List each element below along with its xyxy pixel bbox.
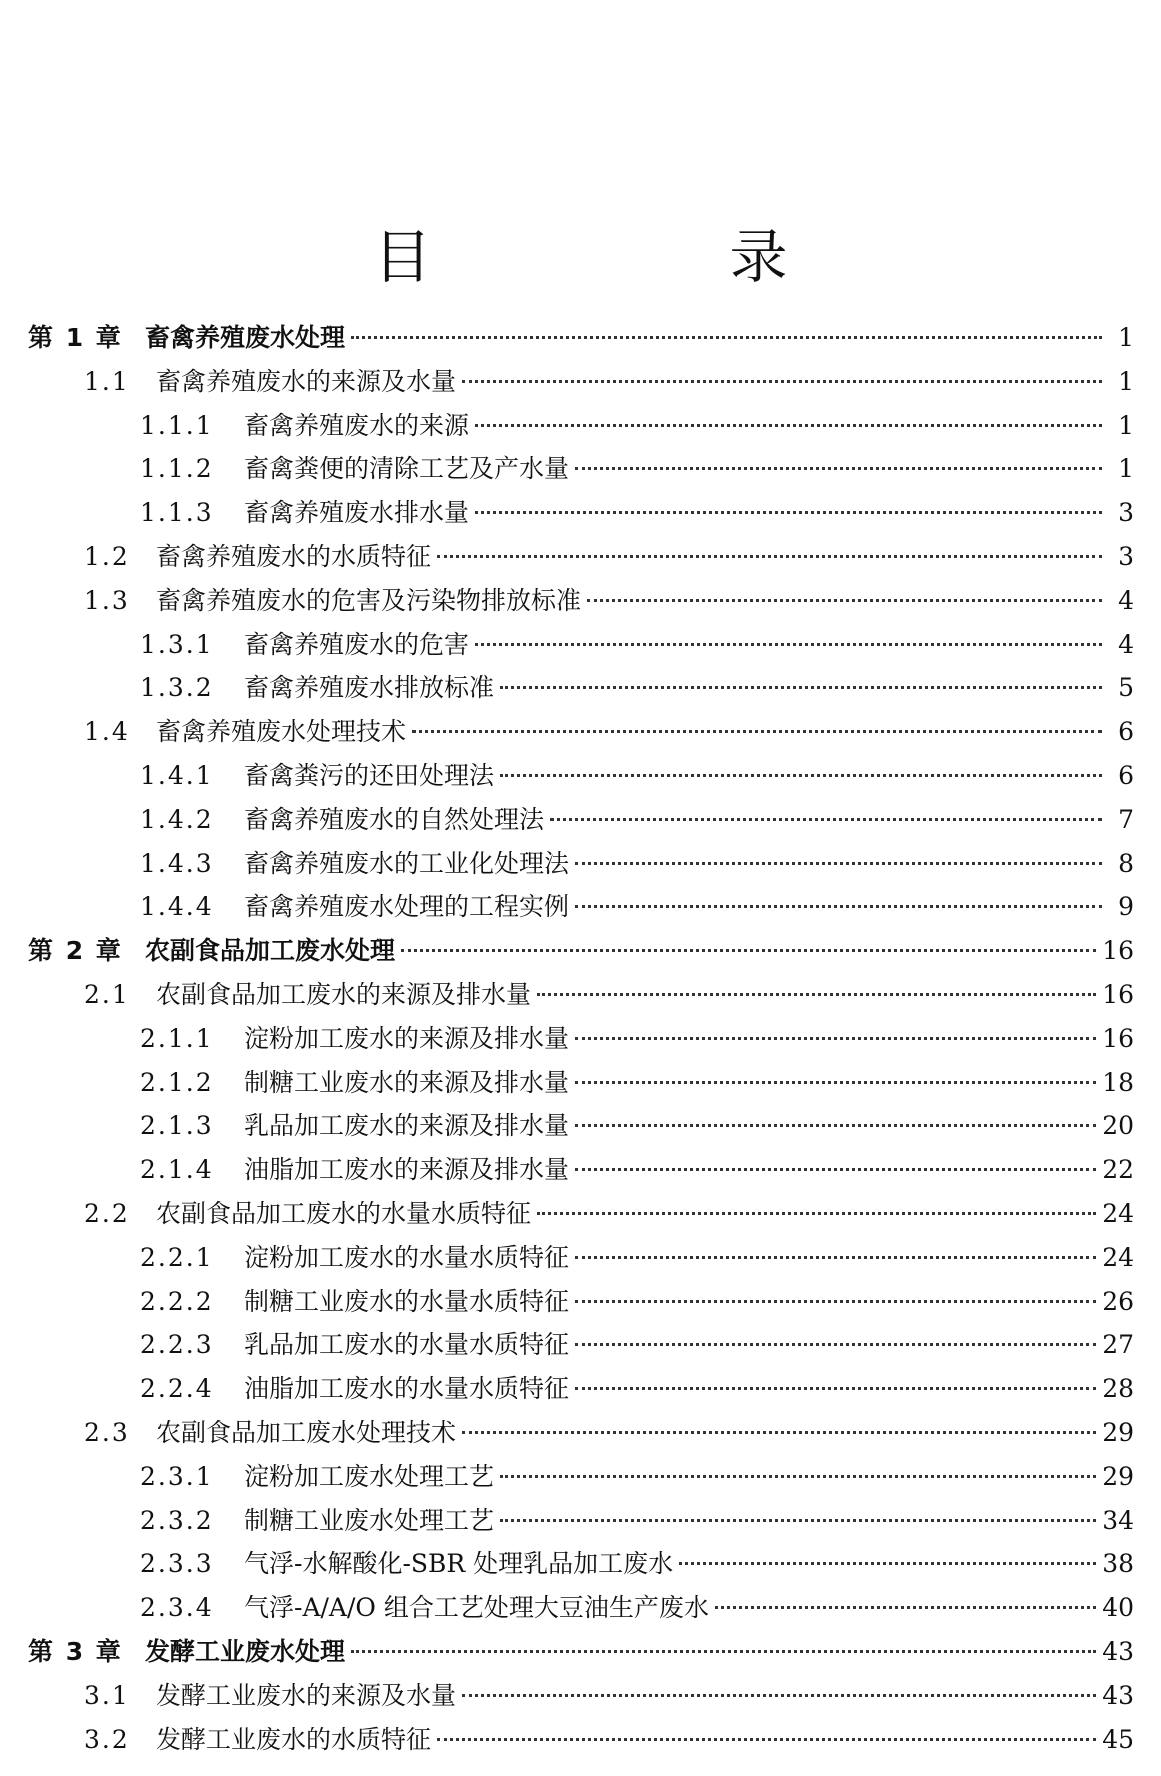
entry-number: 第 2 章: [28, 936, 123, 966]
entry-page-number: 3: [1118, 541, 1134, 571]
entry-number: 1.1.1: [140, 410, 214, 440]
dot-leader: [575, 1300, 1096, 1303]
entry-title: 农副食品加工废水处理技术: [156, 1417, 457, 1447]
toc-section-row[interactable]: [28, 973, 1134, 1017]
entry-title: 畜禽养殖废水的工业化处理法: [244, 848, 570, 878]
entry-number: 2.1.1: [140, 1023, 214, 1053]
entry-number: 2.3.4: [140, 1593, 214, 1623]
toc-subsection-row[interactable]: [28, 885, 1134, 929]
entry-title: 畜禽养殖废水排水量: [244, 498, 470, 528]
entry-page-number: 1: [1118, 410, 1134, 440]
entry-page-number: 16: [1102, 1023, 1134, 1053]
entry-number: 2.1: [84, 979, 130, 1009]
dot-leader: [500, 1519, 1096, 1522]
entry-title: 畜禽养殖废水的来源及水量: [156, 366, 457, 396]
entry-page-number: 22: [1102, 1155, 1134, 1185]
entry-page-number: 3: [1118, 498, 1134, 528]
entry-title: 农副食品加工废水处理: [145, 936, 396, 966]
entry-title: 畜禽养殖废水的危害: [244, 629, 470, 659]
dot-leader: [437, 1738, 1096, 1741]
entry-title: 畜禽养殖废水的水质特征: [156, 541, 432, 571]
entry-page-number: 29: [1102, 1417, 1134, 1447]
entry-number: 2.2.1: [140, 1242, 214, 1272]
entry-page-number: 5: [1118, 673, 1134, 703]
toc-section-row[interactable]: [28, 1411, 1134, 1455]
toc-chapter-row[interactable]: [28, 1630, 1134, 1674]
entry-title: 畜禽粪便的清除工艺及产水量: [244, 454, 570, 484]
entry-title: 淀粉加工废水处理工艺: [244, 1461, 495, 1491]
dot-leader: [351, 336, 1102, 339]
toc-subsection-row[interactable]: [28, 623, 1134, 667]
entry-page-number: 20: [1102, 1111, 1134, 1141]
entry-number: 1.4.4: [140, 892, 214, 922]
entry-number: 1.1.3: [140, 498, 214, 528]
dot-leader: [475, 643, 1102, 646]
entry-title: 畜禽养殖废水的自然处理法: [244, 804, 545, 834]
toc-section-row[interactable]: [28, 1674, 1134, 1718]
entry-number: 1.4.2: [140, 804, 214, 834]
entry-page-number: 6: [1118, 760, 1134, 790]
toc-subsection-row[interactable]: [28, 754, 1134, 798]
entry-number: 1.3: [84, 585, 130, 615]
entry-title: 气浮-A/A/O 组合工艺处理大豆油生产废水: [244, 1593, 709, 1623]
entry-title: 发酵工业废水处理: [145, 1636, 346, 1666]
entry-page-number: 27: [1102, 1330, 1134, 1360]
toc-section-row[interactable]: [28, 1192, 1134, 1236]
entry-page-number: 4: [1118, 585, 1134, 615]
dot-leader: [575, 467, 1102, 470]
entry-number: 1.4: [84, 717, 130, 747]
entry-page-number: 8: [1118, 848, 1134, 878]
toc-subsection-row[interactable]: [28, 1367, 1134, 1411]
toc-chapter-row[interactable]: [28, 929, 1134, 973]
dot-leader: [715, 1606, 1096, 1609]
entry-page-number: 18: [1102, 1067, 1134, 1097]
entry-number: 2.3.2: [140, 1505, 214, 1535]
entry-number: 第 3 章: [28, 1636, 123, 1666]
dot-leader: [575, 905, 1102, 908]
entry-page-number: 40: [1102, 1593, 1134, 1623]
toc-subsection-row[interactable]: [28, 1586, 1134, 1630]
entry-page-number: 7: [1118, 804, 1134, 834]
entry-title: 畜禽养殖废水的危害及污染物排放标准: [156, 585, 582, 615]
entry-number: 1.4.3: [140, 848, 214, 878]
entry-page-number: 4: [1118, 629, 1134, 659]
entry-title: 淀粉加工废水的水量水质特征: [244, 1242, 570, 1272]
toc-section-row[interactable]: [28, 579, 1134, 623]
dot-leader: [462, 1694, 1096, 1697]
toc-subsection-row[interactable]: [28, 1323, 1134, 1367]
dot-leader: [537, 1212, 1096, 1215]
entry-number: 2.2.4: [140, 1374, 214, 1404]
entry-number: 3.2: [84, 1724, 130, 1754]
toc-chapter-row[interactable]: [28, 316, 1134, 360]
toc-subsection-row[interactable]: [28, 1542, 1134, 1586]
entry-title: 畜禽养殖废水处理: [145, 323, 346, 352]
dot-leader: [401, 949, 1096, 952]
entry-page-number: 16: [1102, 979, 1134, 1009]
entry-number: 1.1: [84, 366, 130, 396]
entry-number: 2.1.2: [140, 1067, 214, 1097]
entry-title: 畜禽养殖废水处理的工程实例: [244, 892, 570, 922]
dot-leader: [500, 774, 1102, 777]
entry-title: 制糖工业废水的来源及排水量: [244, 1067, 570, 1097]
dot-leader: [475, 424, 1102, 427]
entry-page-number: 43: [1102, 1680, 1134, 1710]
toc-subsection-row[interactable]: [28, 1280, 1134, 1324]
table-of-contents: [28, 316, 1134, 1761]
dot-leader: [500, 1475, 1096, 1478]
entry-title: 农副食品加工废水的来源及排水量: [156, 979, 532, 1009]
entry-title: 畜禽养殖废水的来源: [244, 410, 470, 440]
dot-leader: [587, 599, 1102, 602]
entry-page-number: 34: [1102, 1505, 1134, 1535]
entry-number: 2.2.2: [140, 1286, 214, 1316]
toc-subsection-row[interactable]: [28, 842, 1134, 886]
entry-number: 第 1 章: [28, 323, 123, 352]
entry-title: 农副食品加工废水的水量水质特征: [156, 1198, 532, 1228]
entry-page-number: 16: [1102, 936, 1134, 966]
dot-leader: [462, 1431, 1096, 1434]
entry-number: 2.3.3: [140, 1549, 214, 1579]
entry-title: 乳品加工废水的水量水质特征: [244, 1330, 570, 1360]
entry-number: 2.1.3: [140, 1111, 214, 1141]
entry-number: 2.3.1: [140, 1461, 214, 1491]
toc-section-row[interactable]: [28, 535, 1134, 579]
entry-page-number: 6: [1118, 717, 1134, 747]
entry-title: 气浮-水解酸化-SBR 处理乳品加工废水: [244, 1549, 674, 1579]
entry-page-number: 1: [1118, 454, 1134, 484]
toc-subsection-row[interactable]: [28, 798, 1134, 842]
entry-page-number: 24: [1102, 1242, 1134, 1272]
toc-subsection-row[interactable]: [28, 1017, 1134, 1061]
toc-subsection-row[interactable]: [28, 1499, 1134, 1543]
dot-leader: [462, 380, 1102, 383]
dot-leader: [412, 730, 1102, 733]
dot-leader: [500, 686, 1102, 689]
entry-number: 2.3: [84, 1417, 130, 1447]
entry-number: 1.2: [84, 541, 130, 571]
toc-subsection-row[interactable]: [28, 491, 1134, 535]
entry-title: 油脂加工废水的来源及排水量: [244, 1155, 570, 1185]
page-title: 目 录: [373, 223, 908, 291]
entry-title: 发酵工业废水的水质特征: [156, 1724, 432, 1754]
entry-page-number: 29: [1102, 1461, 1134, 1491]
dot-leader: [575, 862, 1102, 865]
toc-subsection-row[interactable]: [28, 447, 1134, 491]
entry-number: 2.2: [84, 1198, 130, 1228]
entry-title: 油脂加工废水的水量水质特征: [244, 1374, 570, 1404]
entry-title: 发酵工业废水的来源及水量: [156, 1680, 457, 1710]
dot-leader: [437, 555, 1102, 558]
entry-page-number: 38: [1102, 1549, 1134, 1579]
toc-subsection-row[interactable]: [28, 1104, 1134, 1148]
dot-leader: [575, 1124, 1096, 1127]
dot-leader: [679, 1562, 1096, 1565]
dot-leader: [575, 1168, 1096, 1171]
toc-subsection-row[interactable]: [28, 1148, 1134, 1192]
entry-number: 1.3.2: [140, 673, 214, 703]
toc-section-row[interactable]: [28, 1718, 1134, 1762]
toc-subsection-row[interactable]: [28, 1236, 1134, 1280]
dot-leader: [575, 1256, 1096, 1259]
entry-number: 2.1.4: [140, 1155, 214, 1185]
entry-title: 乳品加工废水的来源及排水量: [244, 1111, 570, 1141]
entry-page-number: 24: [1102, 1198, 1134, 1228]
entry-title: 淀粉加工废水的来源及排水量: [244, 1023, 570, 1053]
entry-title: 制糖工业废水的水量水质特征: [244, 1286, 570, 1316]
entry-page-number: 1: [1118, 366, 1134, 396]
entry-number: 2.2.3: [140, 1330, 214, 1360]
entry-page-number: 45: [1102, 1724, 1134, 1754]
entry-page-number: 28: [1102, 1374, 1134, 1404]
toc-section-row[interactable]: [28, 710, 1134, 754]
entry-number: 1.1.2: [140, 454, 214, 484]
entry-title: 畜禽养殖废水处理技术: [156, 717, 407, 747]
toc-section-row[interactable]: [28, 360, 1134, 404]
toc-subsection-row[interactable]: [28, 666, 1134, 710]
toc-subsection-row[interactable]: [28, 1455, 1134, 1499]
dot-leader: [537, 993, 1096, 996]
entry-page-number: 43: [1102, 1636, 1134, 1666]
entry-number: 1.3.1: [140, 629, 214, 659]
dot-leader: [575, 1037, 1096, 1040]
dot-leader: [475, 511, 1102, 514]
entry-title: 制糖工业废水处理工艺: [244, 1505, 495, 1535]
toc-subsection-row[interactable]: [28, 1061, 1134, 1105]
entry-number: 1.4.1: [140, 760, 214, 790]
toc-subsection-row[interactable]: [28, 404, 1134, 448]
dot-leader: [575, 1081, 1096, 1084]
dot-leader: [550, 818, 1102, 821]
dot-leader: [351, 1650, 1096, 1653]
entry-page-number: 9: [1118, 892, 1134, 922]
entry-page-number: 1: [1118, 323, 1134, 352]
dot-leader: [575, 1343, 1096, 1346]
dot-leader: [575, 1387, 1096, 1390]
entry-title: 畜禽粪污的还田处理法: [244, 760, 495, 790]
entry-title: 畜禽养殖废水排放标准: [244, 673, 495, 703]
entry-page-number: 26: [1102, 1286, 1134, 1316]
entry-number: 3.1: [84, 1680, 130, 1710]
